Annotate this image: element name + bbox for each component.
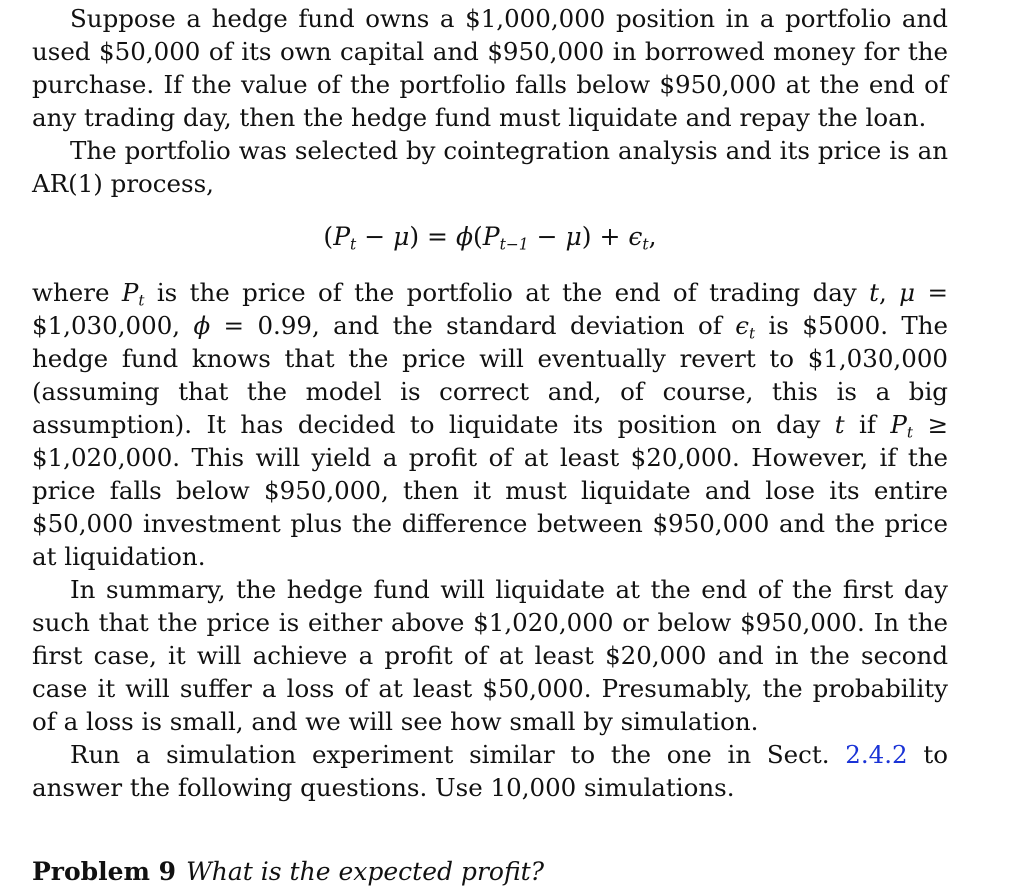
paragraph-where: where $P_t$ is the price of the portfolio at the end of trading day t, μ = $1,030,000, ϕ = 0.99, and the standard deviation of $\epsilon_t$ is $5000. The hedge fund knows that the price will eventually revert to $1,030,000 (assuming that the model is correct and, of course, this is a big assumption). It has decided to liquidate its position on day t if $P_t$ ≥ $1,020,000. This will yield a profit of at least $20,000. However, if the price falls below $950,000, then it must liquidate and lose its entire $50,000 investment plus the difference between $950,000 and the price at liquidation. (32, 278, 949, 571)
ar1-equation: $(P_t - \mu) = \phi(P_{t-1} - \mu) + \epsilon_t$, (323, 222, 657, 254)
problem-label: Problem 9 (32, 857, 177, 886)
eq-epsilon-t-sub: t (642, 235, 649, 254)
eq-mu-2: μ (565, 222, 582, 251)
paragraph-intro: Suppose a hedge fund owns a $1,000,000 position in a portfolio and used $50,000 of its own capital and $950,000 in borrowed money for the purchase. If the value of the portfolio falls below $950,000 at the end of any trading day, then the hedge fund must liquidate and repay the loan. (32, 4, 948, 132)
eq-t-sub: t (350, 235, 357, 254)
document-page (32, 0, 948, 888)
eq-phi: ϕ (455, 222, 473, 251)
problem-question: What is the expected profit? (186, 857, 545, 886)
paragraph-ar-process: The portfolio was selected by cointegration analysis and its price is an AR(1) process, (32, 136, 948, 198)
paragraph-instructions: Run a simulation experiment similar to the one in Sect. 2.4.2 to answer the following questions. Use 10,000 simulations. (32, 740, 948, 802)
eq-epsilon: ϵ (628, 222, 643, 251)
eq-mu: μ (393, 222, 410, 251)
paragraph-summary: In summary, the hedge fund will liquidate at the end of the first day such that the price is either above $1,020,000 or below $950,000. In the first case, it will achieve a profit of at least $20,000 and in the second case it will suffer a loss of at least $50,000. Presumably, the probability of a loss is small, and we will see how small by simulation. (32, 575, 948, 736)
section-link[interactable]: 2.4.2 (845, 740, 908, 769)
eq-p-lag: P (482, 222, 500, 251)
eq-t-minus-1-sub: t−1 (499, 235, 529, 254)
problem-statement (32, 855, 948, 888)
eq-p: P (333, 222, 351, 251)
